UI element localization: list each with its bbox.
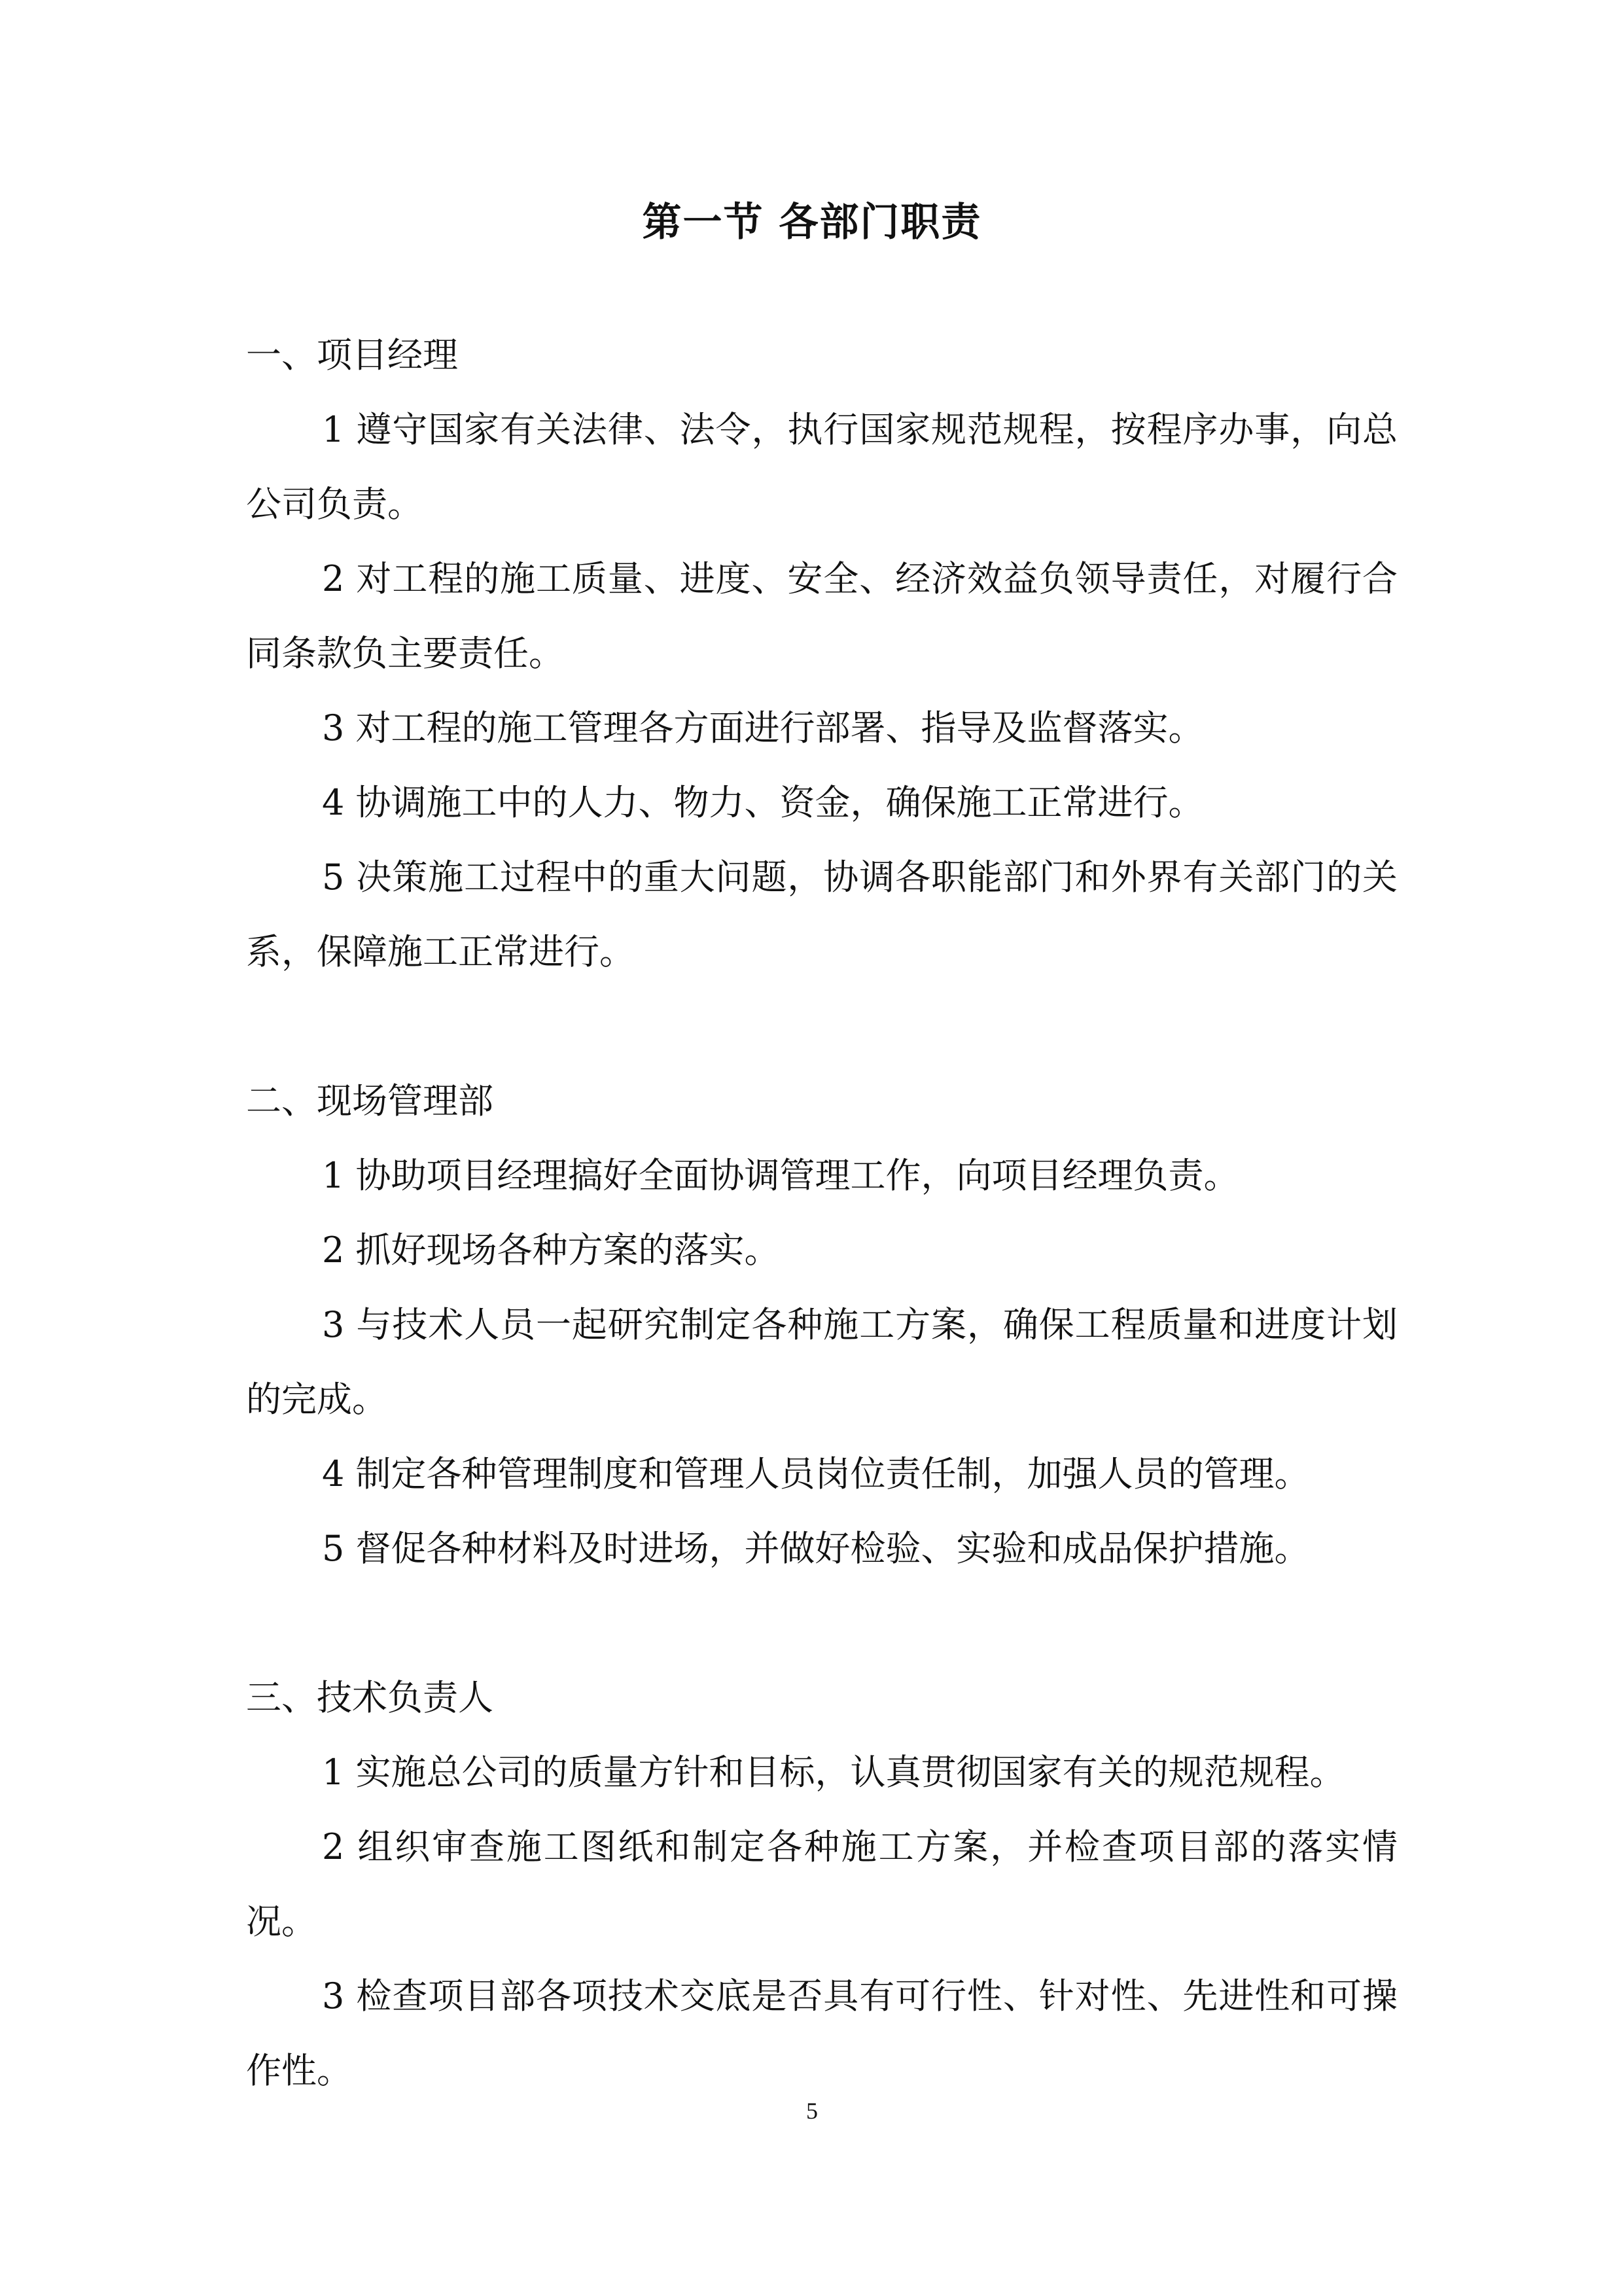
section-heading: 一、项目经理 (246, 334, 458, 376)
list-item: 3 检查项目部各项技术交底是否具有可行性、针对性、先进性和可操作性。 (246, 1975, 1398, 2091)
list-item: 3 对工程的施工管理各方面进行部署、指导及监督落实。 (322, 707, 1204, 749)
page-number: 5 (806, 2098, 818, 2124)
list-item: 2 对工程的施工质量、进度、安全、经济效益负领导责任，对履行合同条款负主要责任。 (246, 558, 1398, 674)
list-item: 2 组织审查施工图纸和制定各种施工方案，并检查项目部的落实情况。 (246, 1826, 1398, 1942)
list-item: 3 与技术人员一起研究制定各种施工方案，确保工程质量和进度计划的完成。 (246, 1304, 1398, 1420)
list-item: 1 遵守国家有关法律、法令，执行国家规范规程，按程序办事，向总公司负责。 (246, 409, 1398, 525)
section-heading: 二、现场管理部 (246, 1080, 493, 1122)
page-title: 第一节 各部门职责 (642, 200, 982, 245)
list-item: 1 协助项目经理搞好全面协调管理工作，向项目经理负责。 (322, 1155, 1239, 1196)
section-spacer (246, 989, 1398, 1064)
section-heading: 三、技术负责人 (246, 1677, 493, 1718)
list-item: 4 协调施工中的人力、物力、资金，确保施工正常进行。 (322, 782, 1204, 823)
section-project-manager (246, 318, 1398, 989)
section-spacer (246, 1586, 1398, 1661)
list-item: 1 实施总公司的质量方针和目标，认真贯彻国家有关的规范规程。 (322, 1752, 1345, 1793)
document-body (246, 318, 1398, 2108)
section-site-management (246, 1064, 1398, 1586)
list-item: 4 制定各种管理制度和管理人员岗位责任制，加强人员的管理。 (322, 1453, 1310, 1494)
list-item: 5 督促各种材料及时进场，并做好检验、实验和成品保护措施。 (322, 1528, 1310, 1569)
list-item: 5 决策施工过程中的重大问题，协调各职能部门和外界有关部门的关系，保障施工正常进行。 (246, 857, 1398, 972)
section-technical-lead (246, 1661, 1398, 2108)
list-item: 2 抓好现场各种方案的落实。 (322, 1229, 780, 1271)
